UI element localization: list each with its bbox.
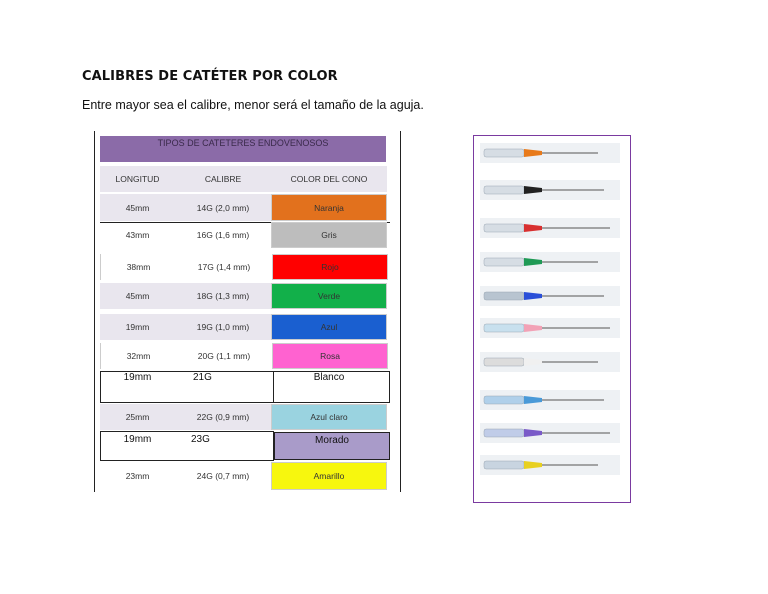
table-row [100, 254, 388, 280]
calibre-cell: 16G (1,6 mm) [196, 230, 250, 240]
calibre-cell: 24G (0,7 mm) [196, 471, 250, 481]
longitud-cell: 43mm [125, 230, 150, 240]
catheter-image [480, 352, 620, 372]
calibre-cell: 22G (0,9 mm) [196, 412, 250, 422]
table-row [100, 314, 387, 340]
catheter-image [480, 252, 620, 272]
calibre-cell: 18G (1,3 mm) [196, 291, 250, 301]
color-cell: Blanco [313, 371, 345, 383]
calibre-cell: 23G [191, 433, 210, 445]
calibre-cell: 21G [193, 371, 212, 383]
table-row [100, 343, 388, 369]
column-header-color: COLOR DEL CONO [290, 174, 368, 184]
table-row [100, 462, 387, 490]
color-cell: Rojo [272, 254, 388, 280]
catheter-image [480, 390, 620, 410]
table-column-headers [100, 166, 387, 192]
calibre-cell: 17G (1,4 mm) [197, 262, 251, 272]
calibre-cell: 19G (1,0 mm) [196, 322, 250, 332]
color-cell: Naranja [271, 194, 387, 221]
longitud-cell: 19mm [123, 371, 152, 383]
table-header [100, 136, 386, 162]
color-cell: Azul [271, 314, 387, 340]
catheter-image [480, 180, 620, 200]
column-header-longitud: LONGITUD [115, 174, 160, 184]
table-header-label: TIPOS DE CATETERES ENDOVENOSOS [157, 138, 329, 148]
catheter-image [480, 143, 620, 163]
calibre-cell: 20G (1,1 mm) [197, 351, 251, 361]
catheter-image [480, 318, 620, 338]
table-row [100, 371, 387, 383]
longitud-cell: 25mm [125, 412, 150, 422]
page-title: CALIBRES DE CATÉTER POR COLOR [82, 69, 338, 84]
color-cell: Morado [274, 432, 390, 460]
longitud-cell: 32mm [126, 351, 151, 361]
longitud-cell: 19mm [125, 322, 150, 332]
calibre-cell: 14G (2,0 mm) [196, 202, 250, 213]
catheter-image [480, 218, 620, 238]
color-cell: Gris [271, 222, 387, 248]
catheter-image [480, 423, 620, 443]
catheter-image [480, 286, 620, 306]
color-cell: Verde [271, 283, 387, 309]
longitud-cell: 45mm [125, 202, 150, 213]
color-cell: Azul claro [271, 404, 387, 430]
table-row [100, 222, 387, 248]
color-cell: Amarillo [271, 462, 387, 490]
longitud-cell: 38mm [126, 262, 151, 272]
longitud-cell: 19mm [123, 433, 152, 445]
table-row [100, 283, 387, 309]
longitud-cell: 45mm [125, 291, 150, 301]
table-row [100, 194, 387, 221]
catheter-image [480, 455, 620, 475]
color-cell: Rosa [272, 343, 388, 369]
column-header-calibre: CALIBRE [204, 174, 242, 184]
table-row [100, 404, 387, 430]
page-subtitle: Entre mayor sea el calibre, menor será el tamaño de la aguja. [82, 98, 424, 112]
longitud-cell: 23mm [125, 471, 150, 481]
